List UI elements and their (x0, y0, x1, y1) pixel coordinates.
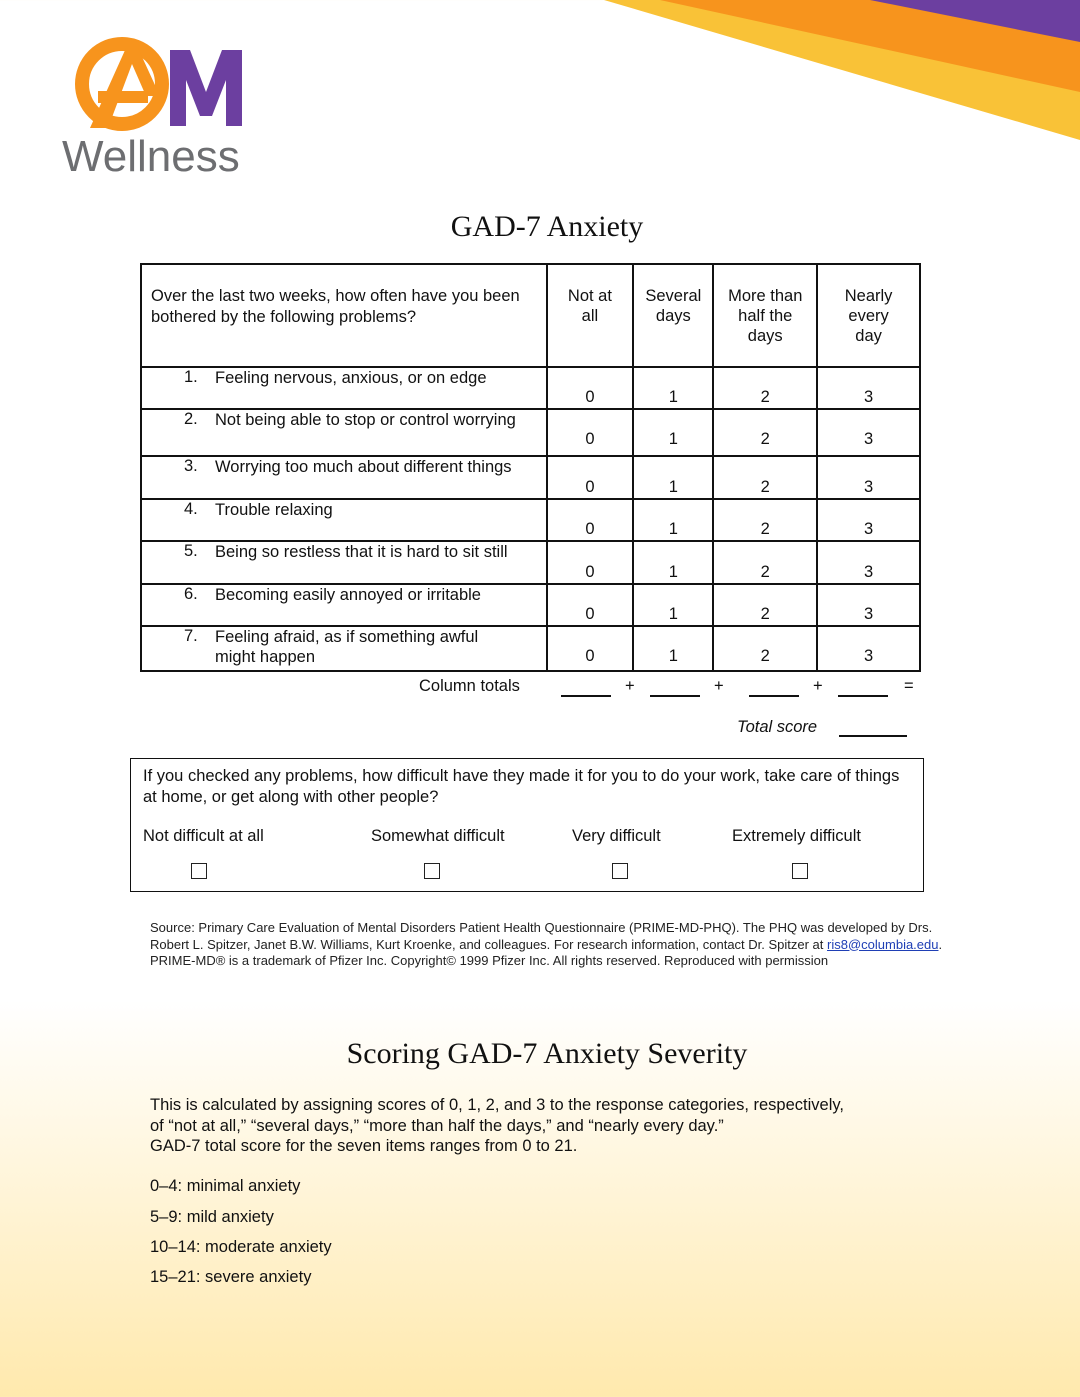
svg-text:Wellness: Wellness (62, 132, 240, 181)
severity-range: 5–9: mild anxiety (150, 1208, 274, 1226)
item-1: 1. Feeling nervous, anxious, or on edge (141, 367, 547, 409)
score-0[interactable]: 0 (547, 626, 634, 671)
page-title: GAD-7 Anxiety (450, 210, 644, 243)
checkbox-somewhat-difficult[interactable] (424, 863, 440, 879)
score-3[interactable]: 3 (817, 626, 920, 671)
score-2[interactable]: 2 (713, 541, 817, 584)
score-3[interactable]: 3 (817, 541, 920, 584)
col-more-than-half: More than half the days (713, 264, 817, 367)
score-3[interactable]: 3 (817, 367, 920, 409)
table-row (141, 499, 920, 541)
item-5: 5. Being so restless that it is hard to sit still (141, 541, 547, 584)
score-0[interactable]: 0 (547, 541, 634, 584)
table-header-row (141, 264, 920, 367)
col-several-days: Several days (633, 264, 713, 367)
col-not-at-all: Not at all (547, 264, 634, 367)
option-very-difficult: Very difficult (572, 827, 661, 845)
score-1[interactable]: 1 (633, 541, 713, 584)
score-0[interactable]: 0 (547, 367, 634, 409)
equals-sign: = (904, 677, 914, 695)
option-extremely-difficult: Extremely difficult (732, 827, 861, 845)
score-0[interactable]: 0 (547, 456, 634, 499)
table-row (141, 456, 920, 499)
score-1[interactable]: 1 (633, 499, 713, 541)
total-blank-more-than-half[interactable] (749, 695, 799, 697)
email-link[interactable]: ris8@columbia.edu (827, 936, 939, 952)
scoring-title: Scoring GAD-7 Anxiety Severity (346, 1037, 748, 1070)
score-2[interactable]: 2 (713, 584, 817, 626)
plus-sign: + (625, 677, 635, 695)
column-totals-label: Column totals (419, 677, 520, 695)
score-1[interactable]: 1 (633, 626, 713, 671)
score-1[interactable]: 1 (633, 367, 713, 409)
total-score-label: Total score (737, 718, 818, 736)
total-blank-not-at-all[interactable] (561, 695, 611, 697)
score-0[interactable]: 0 (547, 499, 634, 541)
score-2[interactable]: 2 (713, 499, 817, 541)
plus-sign: + (813, 677, 823, 695)
item-4: 4. Trouble relaxing (141, 499, 547, 541)
score-1[interactable]: 1 (633, 456, 713, 499)
gad7-table (140, 263, 921, 672)
col-nearly-every-day: Nearly every day (817, 264, 920, 367)
question-header: Over the last two weeks, how often have you been bothered by the following problems? (141, 264, 547, 367)
item-3: 3. Worrying too much about different things (141, 456, 547, 499)
score-1[interactable]: 1 (633, 584, 713, 626)
score-2[interactable]: 2 (713, 626, 817, 671)
table-row (141, 584, 920, 626)
scoring-explanation: This is calculated by assigning scores of 0, 1, 2, and 3 to the response categories, respectively, of “not at all,” “several days,” “more than half the days,” and “nearly every day.” GAD-7 total score for the seven items ranges from 0 to 21. (150, 1096, 844, 1155)
severity-range: 15–21: severe anxiety (150, 1268, 312, 1286)
plus-sign: + (714, 677, 724, 695)
score-3[interactable]: 3 (817, 499, 920, 541)
item-2: 2. Not being able to stop or control worrying (141, 409, 547, 456)
severity-range: 10–14: moderate anxiety (150, 1238, 332, 1256)
total-blank-several-days[interactable] (650, 695, 700, 697)
score-2[interactable]: 2 (713, 456, 817, 499)
score-2[interactable]: 2 (713, 409, 817, 456)
difficulty-box (130, 758, 924, 892)
checkbox-not-difficult[interactable] (191, 863, 207, 879)
table-row (141, 541, 920, 584)
score-0[interactable]: 0 (547, 409, 634, 456)
checkbox-extremely-difficult[interactable] (792, 863, 808, 879)
score-0[interactable]: 0 (547, 584, 634, 626)
item-6: 6. Becoming easily annoyed or irritable (141, 584, 547, 626)
difficulty-question: If you checked any problems, how difficult have they made it for you to do your work, take care of things at home, or get along with other people? (143, 767, 900, 806)
option-somewhat-difficult: Somewhat difficult (371, 827, 505, 845)
checkbox-very-difficult[interactable] (612, 863, 628, 879)
option-not-difficult: Not difficult at all (143, 827, 264, 845)
score-1[interactable]: 1 (633, 409, 713, 456)
score-3[interactable]: 3 (817, 584, 920, 626)
score-3[interactable]: 3 (817, 456, 920, 499)
item-7: 7. Feeling afraid, as if something awful might happen (141, 626, 547, 671)
score-3[interactable]: 3 (817, 409, 920, 456)
table-row (141, 409, 920, 456)
total-score-blank[interactable] (839, 735, 907, 737)
table-row (141, 367, 920, 409)
source-citation: Source: Primary Care Evaluation of Mental Disorders Patient Health Questionnaire (PRIME-MD-PHQ). The PHQ was developed by Drs. Robert L. Spitzer, Janet B.W. Williams, Kurt Kroenke, and colleagues. For research information, contact Dr. Spitzer at ris8@columbia.edu. PRIME-MD® is a trademark of Pfizer Inc. Copyright© 1999 Pfizer Inc. All rights reserved. Reproduced with permission (150, 920, 943, 968)
table-row (141, 626, 920, 671)
total-blank-nearly-every-day[interactable] (838, 695, 888, 697)
score-2[interactable]: 2 (713, 367, 817, 409)
am-wellness-logo (60, 36, 280, 181)
severity-range: 0–4: minimal anxiety (150, 1177, 301, 1195)
